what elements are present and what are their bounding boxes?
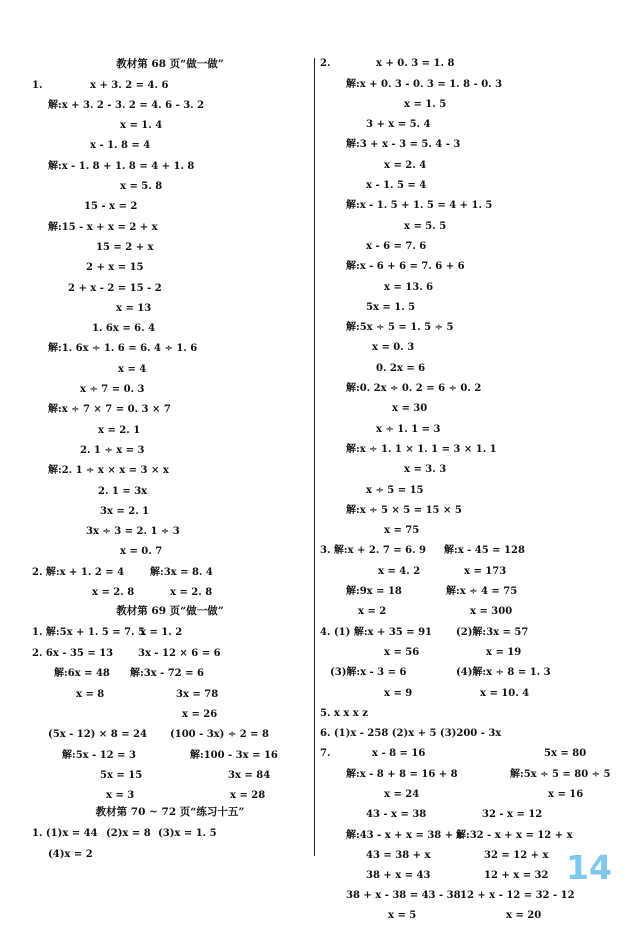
equation-line: x = 5. 8: [120, 181, 163, 192]
equation-line: 解:x ÷ 5 × 5 = 15 × 5: [346, 505, 462, 516]
section-heading-p69: 教材第 69 页“做一做”: [116, 605, 224, 617]
equation-line: (2)x = 8: [106, 828, 151, 839]
equation-line: x = 5: [388, 910, 417, 921]
equation-line: x = 24: [384, 789, 420, 800]
equation-line: (5x - 12) × 8 = 24: [48, 729, 147, 740]
equation-line: x = 2. 8: [170, 587, 213, 598]
equation-line: 32 = 12 + x: [484, 850, 549, 861]
equation-line: 解:x - 8 + 8 = 16 + 8: [346, 769, 458, 780]
equation-line: 解:x - 1. 5 + 1. 5 = 4 + 1. 5: [346, 200, 493, 211]
equation-line: 解:x ÷ 7 × 7 = 0. 3 × 7: [48, 404, 171, 415]
equation-line: 2. 1 = 3x: [98, 486, 148, 497]
equation-line: 5. x x x z: [320, 708, 368, 719]
equation-line: x - 6 = 7. 6: [366, 241, 427, 252]
equation-line: 解:5x ÷ 5 = 80 ÷ 5: [510, 769, 611, 780]
equation-line: 12 + x - 12 = 32 - 12: [460, 890, 575, 901]
equation-line: x = 2. 8: [92, 587, 135, 598]
equation-line: 解:1. 6x ÷ 1. 6 = 6. 4 ÷ 1. 6: [48, 343, 198, 354]
equation-line: 解:43 - x + x = 38 + x: [346, 830, 463, 841]
equation-line: 1. 解:5x + 1. 5 = 7. 5: [32, 627, 145, 638]
equation-line: (2)解:3x = 57: [456, 627, 529, 638]
equation-line: x = 1. 2: [140, 627, 183, 638]
equation-line: x = 1. 5: [404, 99, 447, 110]
problem-number: 7.: [320, 748, 331, 759]
equation-line: 38 + x = 43: [366, 870, 431, 881]
equation-line: 3x - 12 × 6 = 6: [138, 648, 221, 659]
equation-line: x + 0. 3 = 1. 8: [376, 58, 455, 69]
equation-line: 解:3x - 72 = 6: [130, 668, 204, 679]
equation-line: x ÷ 1. 1 = 3: [376, 424, 441, 435]
equation-line: x = 16: [548, 789, 584, 800]
equation-line: 38 + x - 38 = 43 - 38: [346, 890, 461, 901]
equation-line: x = 300: [470, 606, 513, 617]
equation-line: 解:6x = 48: [54, 668, 110, 679]
equation-line: 4. (1) 解:x + 35 = 91: [320, 627, 432, 638]
section-heading-p68: 教材第 68 页“做一做”: [116, 58, 224, 70]
equation-line: 3 + x = 5. 4: [366, 119, 431, 130]
equation-line: (3)解:x - 3 = 6: [330, 667, 407, 678]
equation-line: x = 5. 5: [404, 221, 447, 232]
equation-line: x = 19: [486, 647, 522, 658]
equation-line: 2. 6x - 35 = 13: [32, 648, 114, 659]
equation-line: x - 1. 5 = 4: [366, 180, 427, 191]
equation-line: 32 - x = 12: [482, 809, 543, 820]
equation-line: 5x = 15: [100, 770, 143, 781]
equation-line: x = 13: [116, 303, 152, 314]
page-number: 14: [566, 848, 612, 887]
equation-line: 15 - x = 2: [84, 201, 138, 212]
column-divider: [314, 58, 315, 856]
equation-line: 解:15 - x + x = 2 + x: [48, 222, 158, 233]
equation-line: x = 173: [464, 566, 507, 577]
equation-line: 43 = 38 + x: [366, 850, 431, 861]
equation-line: x + 3. 2 = 4. 6: [90, 80, 169, 91]
equation-line: x = 3. 3: [404, 464, 447, 475]
problem-number: 2.: [320, 58, 331, 69]
equation-line: x = 10. 4: [480, 688, 530, 699]
equation-line: 解:x - 45 = 128: [444, 545, 525, 556]
equation-line: (100 - 3x) ÷ 2 = 8: [170, 729, 269, 740]
equation-line: (3)x = 1. 5: [158, 828, 217, 839]
equation-line: x - 1. 8 = 4: [90, 140, 151, 151]
equation-line: 15 = 2 + x: [96, 242, 154, 253]
equation-line: x = 2. 1: [98, 425, 141, 436]
equation-line: x = 13. 6: [384, 282, 434, 293]
equation-line: 1. (1)x = 44: [32, 828, 98, 839]
equation-line: 解:x - 6 + 6 = 7. 6 + 6: [346, 261, 465, 272]
equation-line: 3x = 78: [176, 689, 219, 700]
equation-line: x = 26: [182, 709, 218, 720]
section-heading-p70-72: 教材第 70 ~ 72 页“练习十五”: [95, 806, 245, 818]
equation-line: 解:5x ÷ 5 = 1. 5 ÷ 5: [346, 322, 454, 333]
equation-line: x = 2: [358, 606, 387, 617]
equation-line: 2 + x - 2 = 15 - 2: [68, 283, 162, 294]
equation-line: x = 3: [106, 790, 135, 801]
equation-line: (4)解:x ÷ 8 = 1. 3: [456, 667, 551, 678]
equation-line: x = 0. 7: [120, 546, 163, 557]
equation-line: x = 1. 4: [120, 120, 163, 131]
equation-line: 12 + x = 32: [484, 870, 549, 881]
equation-line: x = 20: [506, 910, 542, 921]
equation-line: 3. 解:x + 2. 7 = 6. 9: [320, 545, 427, 556]
equation-line: 解:9x = 18: [346, 586, 402, 597]
equation-line: 解:3 + x - 3 = 5. 4 - 3: [346, 139, 461, 150]
equation-line: x = 9: [384, 688, 413, 699]
problem-number: 1.: [32, 80, 43, 91]
equation-line: x = 30: [392, 403, 428, 414]
equation-line: 解:2. 1 ÷ x × x = 3 × x: [48, 465, 169, 476]
equation-line: x = 28: [230, 790, 266, 801]
equation-line: (4)x = 2: [48, 849, 93, 860]
equation-line: x ÷ 7 = 0. 3: [80, 384, 145, 395]
equation-line: 解:3x = 8. 4: [150, 567, 213, 578]
equation-line: 解:0. 2x ÷ 0. 2 = 6 ÷ 0. 2: [346, 383, 482, 394]
equation-line: x = 0. 3: [372, 342, 415, 353]
equation-line: 3x = 84: [228, 770, 271, 781]
equation-line: 6. (1)x - 258 (2)x + 5 (3)200 - 3x: [320, 728, 502, 739]
equation-line: 2. 1 ÷ x = 3: [80, 445, 145, 456]
equation-line: x ÷ 5 = 15: [366, 485, 424, 496]
equation-line: x - 8 = 16: [372, 748, 426, 759]
equation-line: 解:x + 0. 3 - 0. 3 = 1. 8 - 0. 3: [346, 79, 503, 90]
equation-line: x = 56: [384, 647, 420, 658]
equation-line: 1. 6x = 6. 4: [92, 323, 156, 334]
equation-line: 0. 2x = 6: [376, 363, 426, 374]
equation-line: 43 - x = 38: [366, 809, 427, 820]
equation-line: 2 + x = 15: [86, 262, 144, 273]
equation-line: x = 4: [118, 364, 147, 375]
equation-line: 5x = 80: [544, 748, 587, 759]
equation-line: 5x = 1. 5: [366, 302, 416, 313]
equation-line: 3x ÷ 3 = 2. 1 ÷ 3: [86, 526, 180, 537]
equation-line: x = 2. 4: [384, 160, 427, 171]
equation-line: 解:5x - 12 = 3: [62, 750, 136, 761]
equation-line: 解:x ÷ 4 = 75: [446, 586, 518, 597]
equation-line: 解:x - 1. 8 + 1. 8 = 4 + 1. 8: [48, 161, 195, 172]
equation-line: 解:x ÷ 1. 1 × 1. 1 = 3 × 1. 1: [346, 444, 497, 455]
equation-line: 解:32 - x + x = 12 + x: [456, 830, 573, 841]
equation-line: 3x = 2. 1: [100, 506, 150, 517]
equation-line: 2. 解:x + 1. 2 = 4: [32, 567, 125, 578]
equation-line: x = 4. 2: [378, 566, 421, 577]
equation-line: x = 8: [76, 689, 105, 700]
equation-line: x = 75: [384, 525, 420, 536]
equation-line: 解:100 - 3x = 16: [190, 750, 278, 761]
equation-line: 解:x + 3. 2 - 3. 2 = 4. 6 - 3. 2: [48, 100, 205, 111]
